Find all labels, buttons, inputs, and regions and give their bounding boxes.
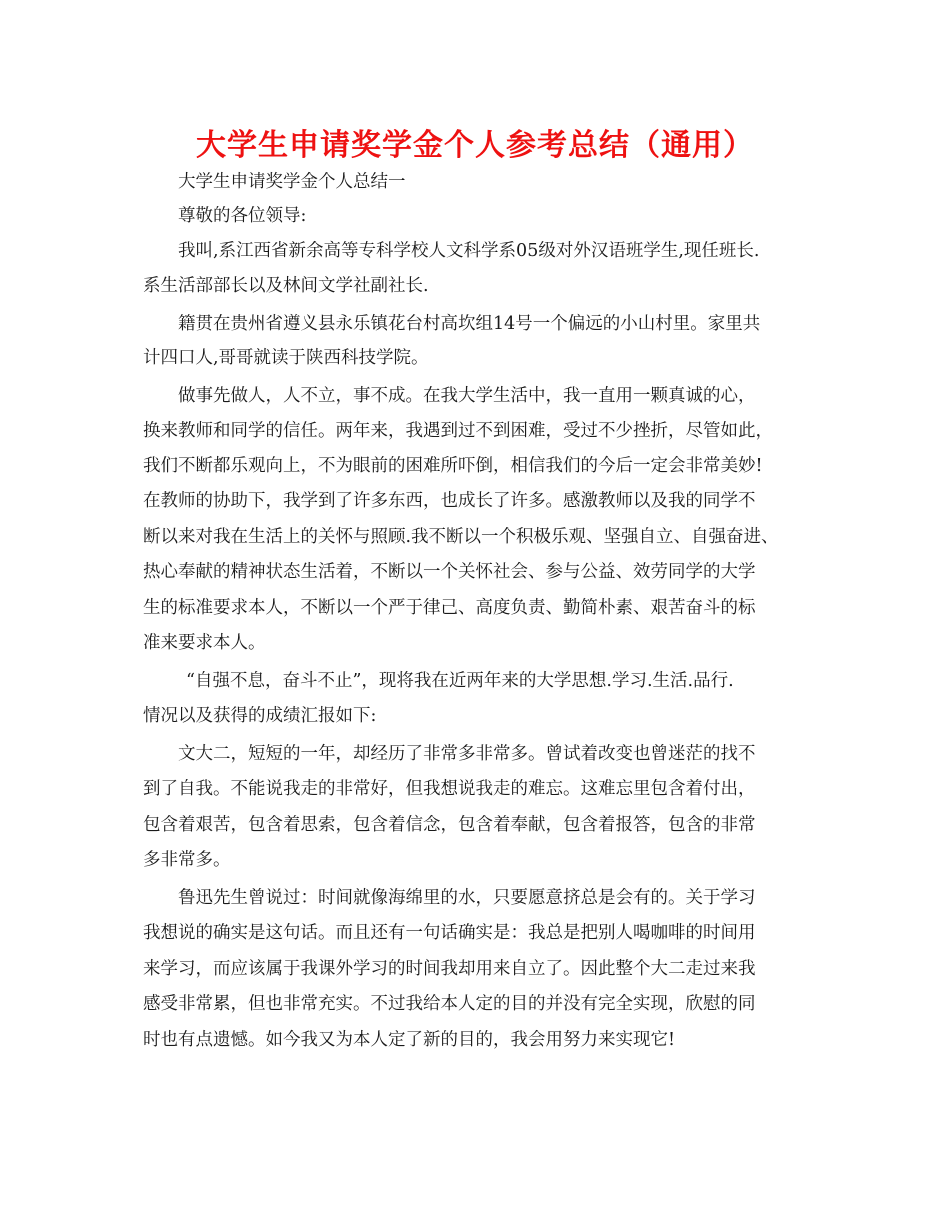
paragraph-line: 生的标准要求本人，不断以一个严于律己、高度负责、勤简朴素、艰苦奋斗的标 [143, 598, 756, 618]
paragraph-line: 做事先做人，人不立，事不成。在我大学生活中，我一直用一颗真诚的心， [178, 386, 756, 406]
paragraph-line: 包含着艰苦，包含着思索，包含着信念，包含着奉献，包含着报答，包含的非常 [143, 815, 756, 835]
paragraph-line: 感受非常累，但也非常充实。不过我给本人定的目的并没有完全实现，欣慰的同 [143, 994, 756, 1014]
paragraph-line: 鲁迅先生曾说过：时间就像海绵里的水，只要愿意挤总是会有的。关于学习 [178, 888, 756, 908]
paragraph-line: 到了自我。不能说我走的非常好，但我想说我走的难忘。这难忘里包含着付出， [143, 779, 756, 799]
paragraph-line: 我想说的确实是这句话。而且还有一句话确实是：我总是把别人喝咖啡的时间用 [143, 923, 756, 943]
paragraph-line: 文大二，短短的一年，却经历了非常多非常多。曾试着改变也曾迷茫的找不 [178, 744, 756, 764]
paragraph-line: 断以来对我在生活上的关怀与照顾.我不断以一个积极乐观、坚强自立、自强奋进、 [143, 527, 779, 547]
paragraph-line: 时也有点遗憾。如今我又为本人定了新的目的，我会用努力来实现它! [143, 1030, 676, 1050]
paragraph-line: 情况以及获得的成绩汇报如下: [143, 706, 377, 726]
section-heading: 大学生申请奖学金个人总结一 [178, 172, 406, 192]
paragraph-line: “自强不息，奋斗不止”，现将我在近两年来的大学思想.学习.生活.品行. [186, 671, 734, 691]
paragraph-line: 换来教师和同学的信任。两年来，我遇到过不到困难，受过不少挫折，尽管如此， [143, 421, 773, 441]
document-title: 大学生申请奖学金个人参考总结（通用） [196, 128, 754, 163]
salutation: 尊敬的各位领导: [178, 206, 307, 226]
paragraph-line: 来学习，而应该属于我课外学习的时间我却用来自立了。因此整个大二走过来我 [143, 959, 756, 979]
paragraph-line: 多非常多。 [143, 850, 231, 870]
paragraph-line: 系生活部部长以及林间文学社副社长. [143, 276, 429, 296]
paragraph-line: 籍贯在贵州省遵义县永乐镇花台村高坎组14号一个偏远的小山村里。家里共 [178, 314, 761, 334]
paragraph-line: 我们不断都乐观向上，不为眼前的困难所吓倒，相信我们的今后一定会非常美妙! [143, 456, 763, 476]
paragraph-line: 我叫,系江西省新余高等专科学校人文科学系05级对外汉语班学生,现任班长. [178, 241, 760, 261]
paragraph-line: 热心奉献的精神状态生活着，不断以一个关怀社会、参与公益、效劳同学的大学 [143, 562, 756, 582]
paragraph-line: 计四口人,哥哥就读于陕西科技学院。 [143, 348, 429, 368]
paragraph-line: 准来要求本人。 [143, 633, 266, 653]
paragraph-line: 在教师的协助下，我学到了许多东西，也成长了许多。感激教师以及我的同学不 [143, 491, 756, 511]
